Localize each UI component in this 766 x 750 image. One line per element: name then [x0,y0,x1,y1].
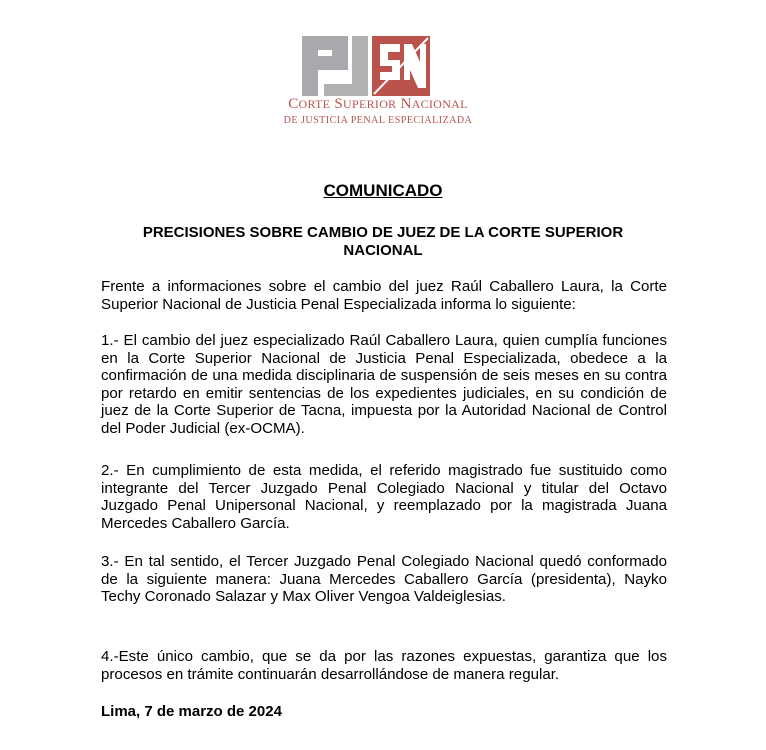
point-3-paragraph: 3.- En tal sentido, el Tercer Juzgado Penal Colegiado Nacional quedó conformado de la siguiente manera: Juana Mercedes Caballero García (presidenta), Nayko Techy Coronado Salazar y Max Oliver Vengoa Valdeiglesias. [101,553,667,605]
court-logo [268,34,488,130]
logo-court-name: CORTE SUPERIOR NACIONAL [288,96,468,112]
court-emblem-icon [300,34,432,98]
point-2-paragraph: 2.- En cumplimiento de esta medida, el referido magistrado fue sustituido como integrante del Tercer Juzgado Penal Colegiado Nacional y titular del Octavo Juzgado Penal Unipersonal Nacional, y reemplazado por la magistrada Juana Mercedes Caballero García. [101,462,667,532]
document-title: COMUNICADO [323,181,443,200]
document-date: Lima, 7 de marzo de 2024 [101,703,282,720]
point-4-paragraph: 4.-Este único cambio, que se da por las razones expuestas, garantiza que los procesos en trámite continuarán desarrollándose de manera regular. [101,648,667,683]
document-subtitle: PRECISIONES SOBRE CAMBIO DE JUEZ DE LA CORTE SUPERIOR NACIONAL [142,224,624,259]
point-1-paragraph: 1.- El cambio del juez especializado Raúl Caballero Laura, quien cumplía funciones en la Corte Superior Nacional de Justicia Penal Especializada, obedece a la confirmación de una medida disciplinaria de suspensión de seis meses en su contra por retardo en emitir sentencias de los expedientes judiciales, en su condición de juez de la Corte Superior de Tacna, impuesta por la Autoridad Nacional de Control del Poder Judicial (ex-OCMA). [101,332,667,437]
intro-paragraph: Frente a informaciones sobre el cambio del juez Raúl Caballero Laura, la Corte Superior Nacional de Justicia Penal Especializada informa lo siguiente: [101,278,667,313]
logo-court-subtitle: DE JUSTICIA PENAL ESPECIALIZADA [283,115,473,126]
